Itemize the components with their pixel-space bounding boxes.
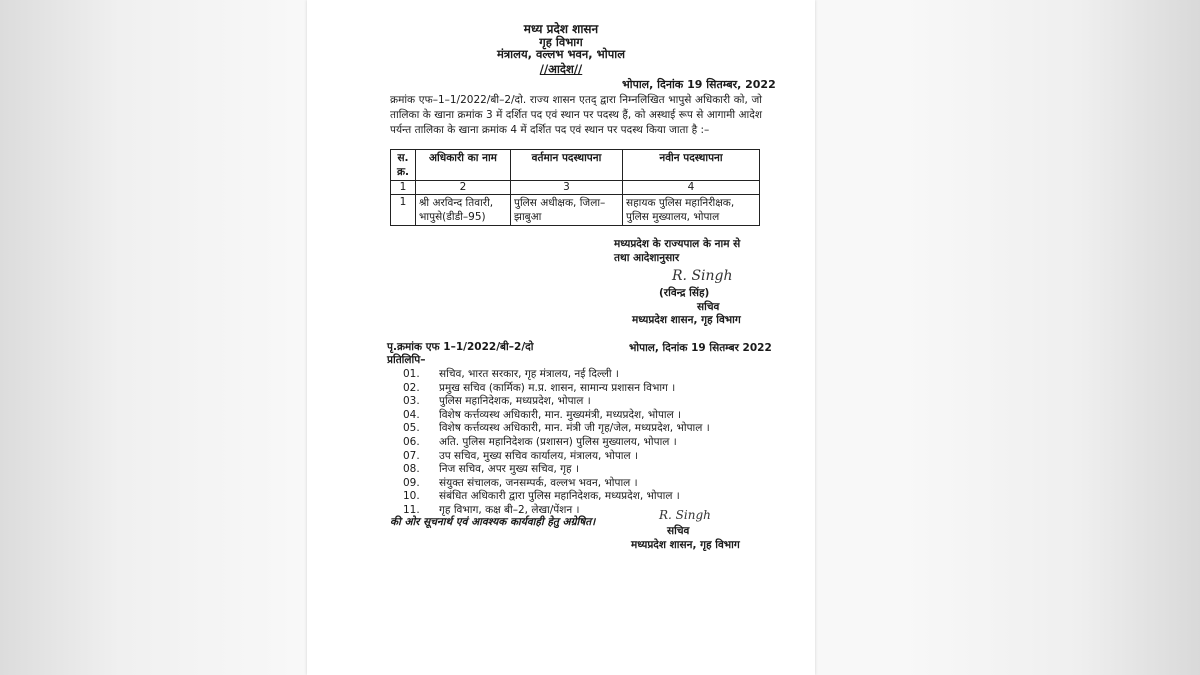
- list-item-text: उप सचिव, मुख्य सचिव कार्यालय, मंत्रालय, भोपाल ।: [439, 449, 638, 462]
- column-number: 2: [416, 181, 511, 195]
- table-row: [391, 195, 760, 226]
- cell-officer-name: श्री अरविन्द तिवारी, भापुसे(डीडी–95): [416, 195, 511, 226]
- list-item: [403, 409, 710, 423]
- list-item-number: 05.: [403, 422, 420, 435]
- header-cell-name: अधिकारी का नाम: [416, 150, 511, 181]
- copy-reference: पृ.क्रमांक एफ 1–1/2022/बी–2/दो: [387, 341, 534, 353]
- forwarding-note: की ओर सूचनार्थ एवं आवश्यक कार्यवाही हेतु अग्रेषित।: [390, 516, 596, 528]
- list-item-number: 08.: [403, 463, 420, 476]
- order-date: भोपाल, दिनांक 19 सितम्बर, 2022: [622, 78, 776, 91]
- signatory-department-2: मध्यप्रदेश शासन, गृह विभाग: [631, 539, 740, 551]
- signatory-designation-2: सचिव: [667, 525, 690, 537]
- governor-line: मध्यप्रदेश के राज्यपाल के नाम से: [614, 238, 741, 250]
- list-item: [403, 450, 710, 464]
- list-item-number: 09.: [403, 476, 420, 489]
- signature-mark: R. Singh: [672, 268, 733, 284]
- table-column-number-row: [391, 181, 760, 195]
- list-item: [403, 422, 710, 436]
- list-item-number: 02.: [403, 381, 420, 394]
- header-department: गृह विभाग: [539, 35, 583, 49]
- list-item: [403, 490, 710, 504]
- list-item-text: विशेष कर्त्तव्यस्थ अधिकारी, मान. मंत्री जी गृह/जेल, मध्यप्रदेश, भोपाल ।: [439, 422, 710, 435]
- list-item: [403, 382, 710, 396]
- list-item-number: 04.: [403, 408, 420, 421]
- table-header-row: [391, 150, 760, 181]
- copy-label: प्रतिलिपि–: [387, 354, 426, 366]
- header-order-title: //आदेश//: [539, 62, 583, 76]
- order-paragraph: क्रमांक एफ–1–1/2022/बी–2/दो. राज्य शासन एतद् द्वारा निम्नलिखित भापुसे अधिकारी को, जो तालिका के खाना क्रमांक 3 में दर्शित पद एवं स्थान पर पदस्थ हैं, को अस्थाई रूप से आगामी आदेश पर्यन्त तालिका के खाना क्रमांक 4 में दर्शित पद एवं स्थान पर पदस्थ किया जाता है :–: [390, 94, 762, 136]
- list-item-text: संबंधित अधिकारी द्वारा पुलिस महानिदेशक, मध्यप्रदेश, भोपाल ।: [439, 490, 680, 503]
- list-item-number: 07.: [403, 449, 420, 462]
- list-item-text: संयुक्त संचालक, जनसम्पर्क, वल्लभ भवन, भोपाल ।: [439, 476, 638, 489]
- list-item-text: पुलिस महानिदेशक, मध्यप्रदेश, भोपाल ।: [439, 395, 591, 408]
- list-item: [403, 436, 710, 450]
- copy-date: भोपाल, दिनांक 19 सितम्बर 2022: [629, 342, 772, 354]
- list-item: [403, 463, 710, 477]
- cell-sno: 1: [391, 195, 416, 226]
- signature-mark-2: R. Singh: [659, 508, 711, 522]
- list-item-number: 06.: [403, 435, 420, 448]
- list-item-number: 10.: [403, 490, 420, 503]
- header-cell-current: वर्तमान पदस्थापना: [511, 150, 623, 181]
- signatory-department: मध्यप्रदेश शासन, गृह विभाग: [632, 314, 741, 326]
- column-number: 1: [391, 181, 416, 195]
- cell-current-posting: पुलिस अधीक्षक, जिला–झाबुआ: [511, 195, 623, 226]
- cell-new-posting: सहायक पुलिस महानिरीक्षक, पुलिस मुख्यालय, भोपाल: [623, 195, 760, 226]
- list-item: [403, 395, 710, 409]
- signatory-name: (रविन्द्र सिंह): [659, 287, 710, 299]
- list-item-number: 01.: [403, 368, 420, 380]
- header-address: मंत्रालय, वल्लभ भवन, भोपाल: [496, 47, 626, 61]
- list-item-number: 03.: [403, 395, 420, 408]
- header-government: मध्य प्रदेश शासन: [523, 22, 599, 36]
- list-item-text: प्रमुख सचिव (कार्मिक) म.प्र. शासन, सामान्य प्रशासन विभाग ।: [439, 381, 676, 394]
- order-authority-line: तथा आदेशानुसार: [614, 252, 680, 264]
- signatory-designation: सचिव: [697, 301, 720, 313]
- list-item: [403, 368, 710, 382]
- list-item: [403, 477, 710, 491]
- column-number: 3: [511, 181, 623, 195]
- list-item-text: अति. पुलिस महानिदेशक (प्रशासन) पुलिस मुख्यालय, भोपाल ।: [439, 435, 677, 448]
- list-item-text: निज सचिव, अपर मुख्य सचिव, गृह ।: [439, 463, 579, 476]
- list-item-number: 11.: [403, 503, 420, 516]
- posting-table: [390, 149, 760, 226]
- header-cell-sno: स. क्र.: [391, 150, 416, 181]
- header-cell-new: नवीन पदस्थापना: [623, 150, 760, 181]
- column-number: 4: [623, 181, 760, 195]
- document-page: [307, 0, 815, 675]
- list-item-text: गृह विभाग, कक्ष बी–2, लेखा/पेंशन ।: [439, 503, 580, 516]
- recipient-list: [403, 368, 710, 518]
- list-item-text: विशेष कर्त्तव्यस्थ अधिकारी, मान. मुख्यमंत्री, मध्यप्रदेश, भोपाल ।: [439, 408, 682, 421]
- list-item-text: सचिव, भारत सरकार, गृह मंत्रालय, नई दिल्ली ।: [439, 368, 619, 380]
